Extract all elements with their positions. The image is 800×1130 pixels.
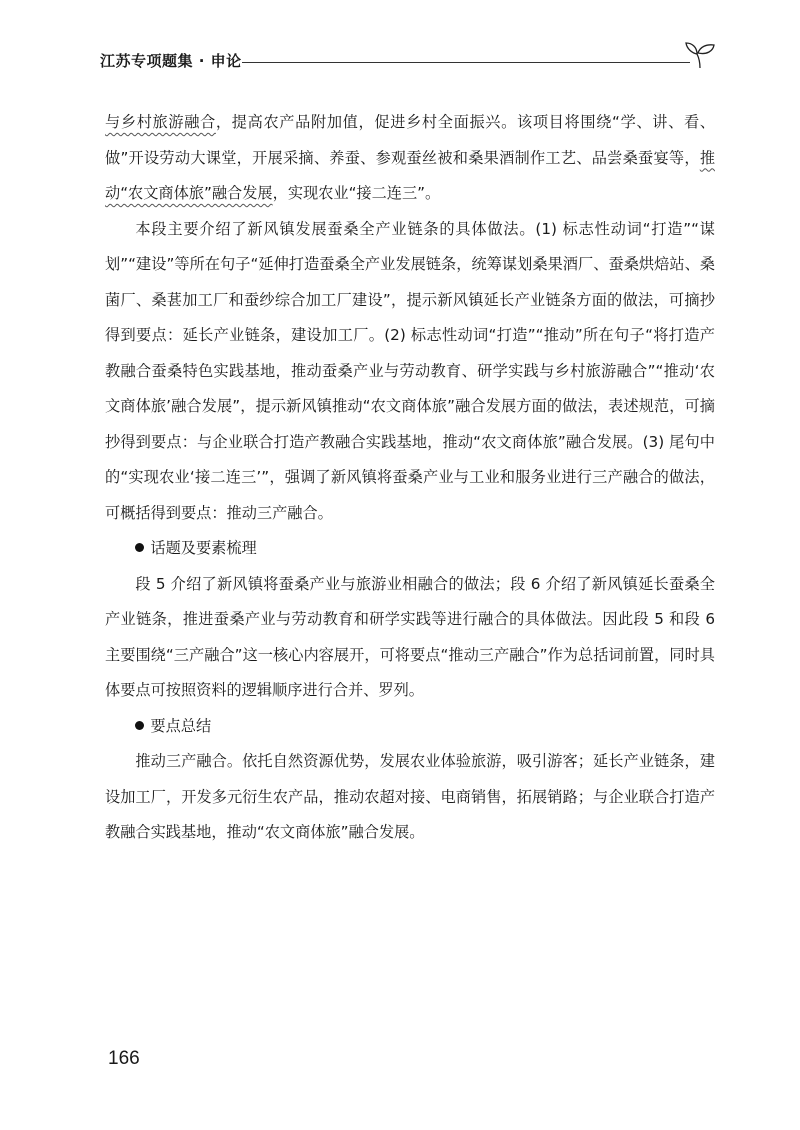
topic-heading-text: 话题及要素梳理 (150, 539, 257, 557)
summary-heading-text: 要点总结 (150, 716, 212, 735)
page-number: 166 (108, 1048, 140, 1069)
running-header (100, 40, 720, 80)
sprout-icon (682, 40, 718, 70)
underlined-phrase: 推动“农文商体旅”融合发展 (105, 148, 715, 202)
analysis-paragraph: 本段主要介绍了新风镇发展蚕桑全产业链条的具体做法。(1) 标志性动词“打造”“谋划”“建设”等所在句子“延伸打造蚕桑全产业发展链条，统筹谋划桑果酒厂、蚕桑烘焙站、桑菌厂、桑葚加工厂和蚕纱综合加工厂建设”，提示新风镇延长产业链条方面的做法，可摘抄得到要点：延长产业链条，建设加工厂。(2) 标志性动词“打造”“推动”所在句子“将打造产教融合蚕桑特色实践基地，推动蚕桑产业与劳动教育、研学实践与乡村旅游融合”“推动‘农文商体旅’融合发展”，提示新风镇推动“农文商体旅”融合发展方面的做法，表述规范，可摘抄得到要点：与企业联合打造产教融合实践基地，推动“农文商体旅”融合发展。(3) 尾句中的“实现农业‘接二连三’”，强调了新风镇将蚕桑产业与工业和服务业进行三产融合的做法，可概括得到要点：推动三产融合。 (105, 219, 715, 522)
topic-paragraph: 段 5 介绍了新风镇将蚕桑产业与旅游业相融合的做法；段 6 介绍了新风镇延长蚕桑全产业链条，推进蚕桑产业与劳动教育和研学实践等进行融合的具体做法。因此段 5 和段 6 主要围绕“三产融合”这一核心内容展开，可将要点“推动三产融合”作为总括词前置，同时具体要点可按照资料的逻辑顺序进行合并、罗列。 (105, 574, 715, 699)
bullet-icon (135, 543, 144, 552)
underlined-phrase: 与乡村旅游融合 (105, 113, 216, 131)
header-rule (242, 62, 690, 63)
quote-text: ，实现农业“接二连三”。 (272, 184, 441, 202)
quoted-material (105, 105, 715, 212)
summary-paragraph: 推动三产融合。依托自然资源优势，发展农业体验旅游，吸引游客；延长产业链条，建设加工厂，开发多元衍生农产品，推动农超对接、电商销售，拓展销路；与企业联合打造产教融合实践基地，推动“农文商体旅”融合发展。 (105, 752, 715, 841)
page-body (105, 105, 715, 851)
header-title: 江苏专项题集 · 申论 (100, 52, 242, 70)
quote-text: ，提高农产品附加值，促进乡村全面振兴。该项目将围绕“学、讲、看、做”开设劳动大课堂，开展采摘、养蚕、参观蚕丝被和桑果酒制作工艺、品尝桑蚕宴等， (105, 113, 715, 167)
bullet-icon (135, 721, 144, 730)
summary-heading (105, 709, 715, 745)
topic-heading (105, 531, 715, 567)
